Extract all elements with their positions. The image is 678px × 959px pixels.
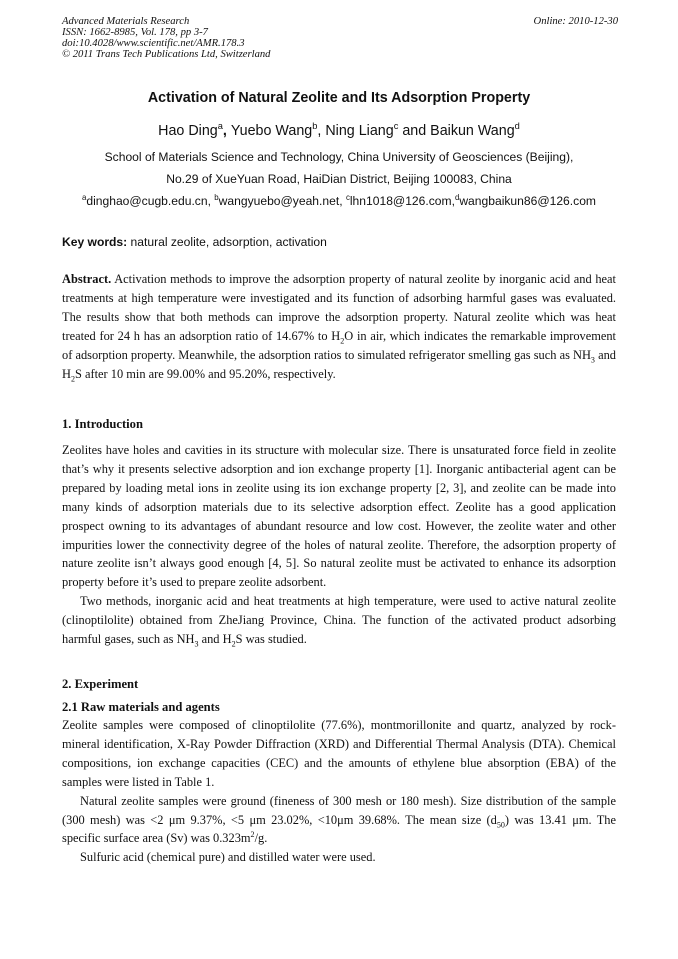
author-list <box>40 123 638 139</box>
email-list <box>40 194 638 208</box>
abstract-label: Abstract. <box>62 272 112 286</box>
abstract <box>62 270 616 383</box>
subscript: 2 <box>70 374 75 383</box>
author-mark: c <box>393 121 399 132</box>
author-name: Ning Liang <box>325 123 394 139</box>
subscript: 2 <box>340 336 345 346</box>
author-mark: d <box>514 121 520 132</box>
keywords <box>62 235 327 249</box>
abstract-text: and H <box>62 347 616 381</box>
paragraph-text: S was studied. <box>235 632 307 647</box>
email-mark: a <box>81 192 87 202</box>
keywords-label: Key words: <box>62 235 128 249</box>
author-separator: and <box>398 123 431 139</box>
abstract-text: Activation methods to improve the adsorption property of natural zeolite by inorganic acid and heat treatments at high temperature were investigated and its function of adsorbing harmful gases was evaluated. The results show that both methods can improve the adsorption property. Natural zeolite which was heat treated for 24 h has an adsorption ratio of 14.67% to H <box>62 272 616 343</box>
experiment-paragraph-1: Zeolite samples were composed of clinoptilolite (77.6%), montmorillonite and quartz, analyzed by rock-mineral identification, X-Ray Powder Diffraction (XRD) and Differential Thermal Analysis (DTA). Chemical compositions, ion exchange capacities (CEC) and the amounts of ethylene blue absorption (EBA) of the samples were listed in Table 1. <box>62 718 616 789</box>
experiment-paragraph-2 <box>62 792 616 849</box>
paragraph-text: Natural zeolite samples were ground (fineness of 300 mesh or 180 mesh). Size distribution of the sample (300 mesh) was <2 μm 9.37%, <5 μm 23.02%, <10μm 39.68%. The mean size (d <box>62 793 616 827</box>
paper-title: Activation of Natural Zeolite and Its Adsorption Property <box>147 90 531 106</box>
experiment-body <box>62 716 616 867</box>
paragraph-text: ) was 13.41 μm. The specific surface area (Sv) was 0.323m <box>62 812 617 846</box>
abstract-paragraph <box>62 270 616 383</box>
email-address: lhn1018@126.com, <box>349 194 455 208</box>
email-mark: b <box>214 192 219 202</box>
email-address: wangyuebo@yeah.net, <box>218 194 346 208</box>
paragraph-text: /g. <box>254 831 268 846</box>
affiliation-line-1: School of Materials Science and Technology, China University of Geosciences (Beijing), <box>104 150 574 164</box>
doi: doi:10.4028/www.scientific.net/AMR.178.3 <box>62 38 245 49</box>
author-separator: , <box>222 123 231 139</box>
email-address: dinghao@cugb.edu.cn, <box>86 194 215 208</box>
introduction-body <box>62 441 616 649</box>
experiment-paragraph-3: Sulfuric acid (chemical pure) and distilled water were used. <box>80 850 376 865</box>
keywords-text: natural zeolite, adsorption, activation <box>127 235 327 249</box>
author-separator: , <box>317 123 326 139</box>
subscript: 50 <box>496 820 505 829</box>
section-heading-introduction: 1. Introduction <box>62 417 143 431</box>
affiliation-line-2: No.29 of XueYuan Road, HaiDian District, Beijing 100083, China <box>166 172 512 186</box>
author-mark: a <box>217 121 223 132</box>
email-mark: c <box>345 192 350 202</box>
online-date: Online: 2010-12-30 <box>533 16 618 27</box>
section-heading-experiment: 2. Experiment <box>62 677 139 691</box>
subscript: 3 <box>194 639 199 649</box>
author-name: Hao Ding <box>158 123 218 139</box>
subscript: 2 <box>231 639 236 649</box>
subsection-heading-raw-materials: 2.1 Raw materials and agents <box>62 700 220 714</box>
author-mark: b <box>312 121 318 132</box>
author-name: Baikun Wang <box>430 123 515 139</box>
superscript: 2 <box>250 830 255 840</box>
email-address: wangbaikun86@126.com <box>459 194 596 208</box>
email-mark: d <box>454 192 460 202</box>
issn: ISSN: 1662-8985, Vol. 178, pp 3-7 <box>62 27 208 38</box>
author-name: Yuebo Wang <box>230 123 313 139</box>
abstract-text: O in air, which indicates the remarkable improvement of adsorption property. Meanwhile, the adsorption ratios to simulated refrigerator smelling gas such as NH <box>62 328 617 362</box>
intro-paragraph-2 <box>62 592 616 649</box>
paragraph-text: and H <box>198 632 232 647</box>
intro-paragraph-1: Zeolites have holes and cavities in its structure with molecular size. There is unsaturated force field in zeolite that’s why it presents selective adsorption and ion exchange property [1]. Inorganic antibacterial agent can be prepared by loading metal ions in zeolite using its ion exchange property [2, 3], and zeolite can be made into many kinds of adsorption materials due to its selective adsorption effect. Zeolite has a good application prospect owning to its advantages of abundant resource and low cost. However, the zeolite water and other impurities lower the connectivity degree of the holes of natural zeolite. Therefore, the adsorption property of nature zeolite isn’t always good enough [4, 5]. So natural zeolite must be activated to enhance its adsorption property before it’s used to prepare zeolite adsorbent. <box>62 443 616 590</box>
journal-name: Advanced Materials Research <box>62 16 190 27</box>
copyright: © 2011 Trans Tech Publications Ltd, Switzerland <box>62 49 271 60</box>
paragraph-text: Two methods, inorganic acid and heat treatments at high temperature, were used to active natural zeolite (clinoptilolite) obtained from ZheJiang Province, China. The function of the activated product adsorbing harmful gases, such as NH <box>62 594 616 647</box>
subscript: 3 <box>590 355 595 365</box>
abstract-text: S after 10 min are 99.00% and 95.20%, respectively. <box>74 366 336 381</box>
